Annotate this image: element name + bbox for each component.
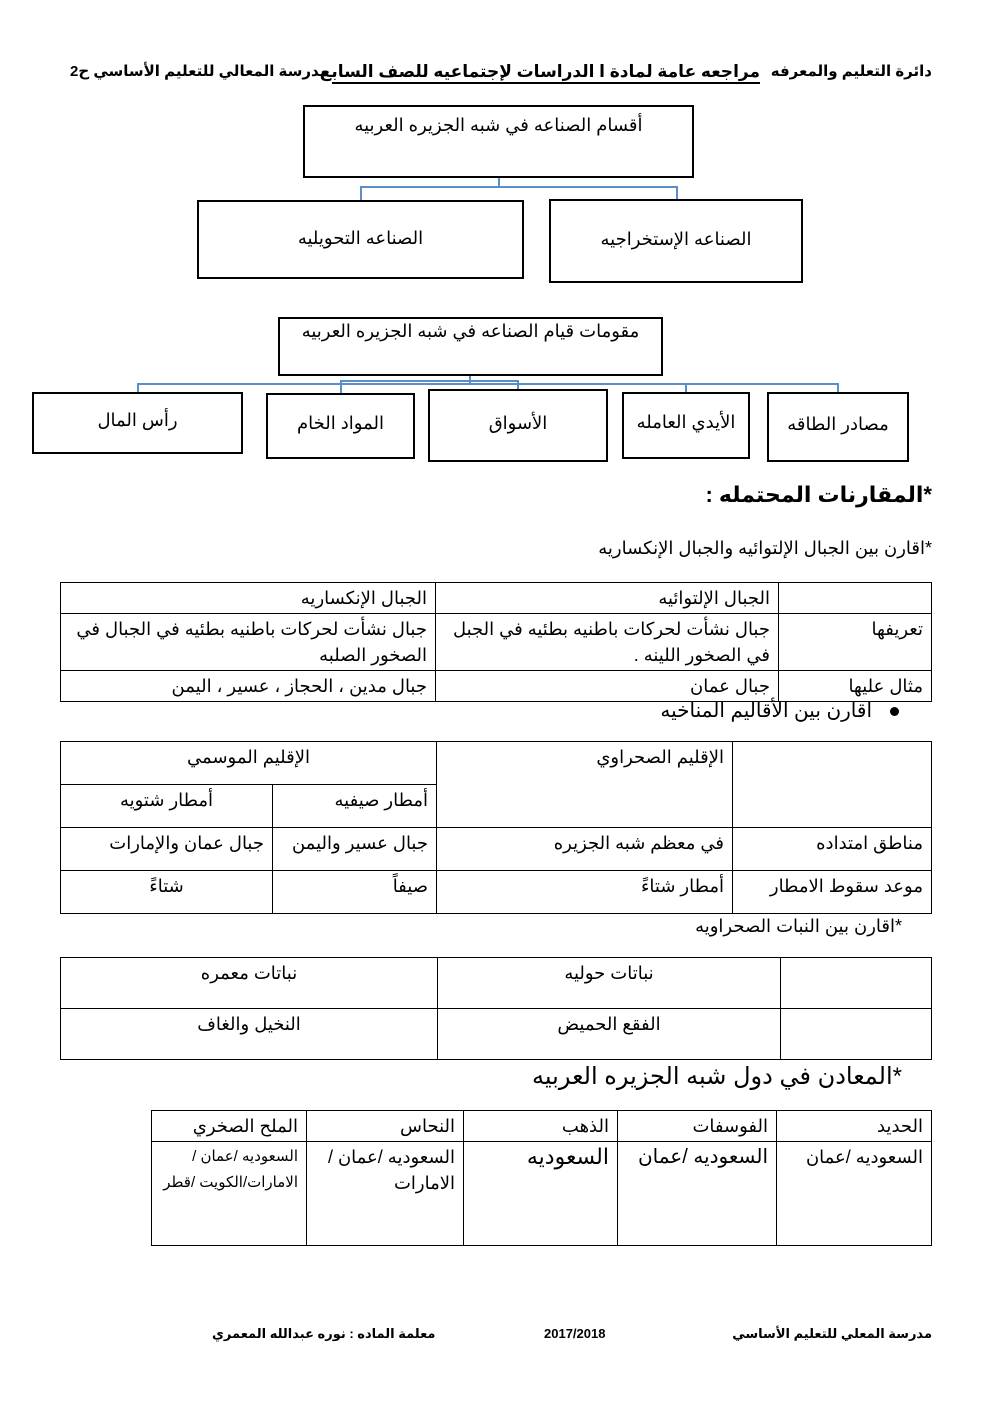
minerals-table (151, 1110, 932, 1246)
industry-factors-root: مقومات قيام الصناعه في شبه الجزيره العربيه (278, 317, 663, 376)
table-cell: جبال عمان والإمارات (61, 828, 273, 871)
q3-title: *اقارن بين النبات الصحراويه (695, 916, 902, 936)
table-cell: النحاس (307, 1111, 464, 1142)
table-cell: الإقليم الصحراوي (437, 742, 733, 828)
table-cell: نباتات معمره (61, 958, 438, 1009)
plants-table (60, 957, 932, 1060)
table-cell: الإقليم الموسمي (61, 742, 437, 785)
q2-title: اقارن بين الأقاليم المناخيه (660, 700, 872, 722)
table-cell: أمطار شتاءً (437, 871, 733, 914)
table-row (61, 742, 932, 785)
table-cell: السعوديه /عمان (618, 1142, 777, 1246)
capital-box: رأس المال (32, 392, 243, 454)
table-cell: أمطار صيفيه (273, 785, 437, 828)
table-cell: جبال نشأت لحركات باطنيه بطئيه في الجبال في الصخور الصلبه (61, 614, 436, 671)
industry-types-root: أقسام الصناعه في شبه الجزيره العربيه (303, 105, 694, 178)
table-cell: النخيل والغاف (61, 1009, 438, 1060)
table-cell: في معظم شبه الجزيره (437, 828, 733, 871)
extractive-industry-box: الصناعه الإستخراجيه (549, 199, 803, 283)
table-cell: الملح الصخري (152, 1111, 307, 1142)
table-cell: السعوديه /عمان (777, 1142, 932, 1246)
table-cell: الفقع الحميض (438, 1009, 781, 1060)
table-cell: السعوديه (464, 1142, 618, 1246)
table-row (61, 614, 932, 671)
table-cell: الحديد (777, 1111, 932, 1142)
header-department: دائرة التعليم والمعرفه (770, 63, 932, 80)
table-cell (779, 583, 932, 614)
table-cell: جبال عمان (436, 671, 779, 702)
connector-line (676, 186, 678, 200)
table-cell: نباتات حوليه (438, 958, 781, 1009)
table-cell: جبال نشأت لحركات باطنيه بطئيه في الجبل في الصخور اللينه . (436, 614, 779, 671)
table-cell: شتاءً (61, 871, 273, 914)
table-cell (781, 1009, 932, 1060)
table-row (61, 958, 932, 1009)
connector-line (360, 186, 362, 201)
section-title: *المقارنات المحتمله : (705, 482, 932, 507)
table-cell: موعد سقوط الامطار (733, 871, 932, 914)
table-cell: السعوديه /عمان /الامارات/الكويت /قطر (152, 1142, 307, 1246)
connector-line (340, 380, 518, 382)
table-cell: الجبال الإلتوائيه (436, 583, 779, 614)
mountains-table (60, 582, 932, 702)
table-row (61, 828, 932, 871)
table-cell (781, 958, 932, 1009)
table-cell: السعوديه /عمان /الامارات (307, 1142, 464, 1246)
footer-school: مدرسة المعلي للتعليم الأساسي (732, 1326, 932, 1341)
table-cell: مثال عليها (779, 671, 932, 702)
connector-line (137, 383, 839, 385)
table-cell: الفوسفات (618, 1111, 777, 1142)
table-cell: الذهب (464, 1111, 618, 1142)
q4-title: *المعادن في دول شبه الجزيره العربيه (532, 1063, 902, 1090)
footer-year: 2017/2018 (544, 1326, 606, 1341)
table-row (61, 671, 932, 702)
table-cell: الجبال الإنكساريه (61, 583, 436, 614)
table-cell: أمطار شتويه (61, 785, 273, 828)
table-row (61, 1009, 932, 1060)
connector-line (360, 186, 678, 188)
energy-sources-box: مصادر الطاقه (767, 392, 909, 462)
markets-box: الأسواق (428, 389, 608, 462)
table-cell: مناطق امتداده (733, 828, 932, 871)
manufacturing-industry-box: الصناعه التحويليه (197, 200, 524, 279)
q1-title: *اقارن بين الجبال الإلتوائيه والجبال الإنكساريه (598, 538, 932, 558)
header-title: مراجعه عامة لمادة ا الدراسات لإجتماعيه للصف السابع (332, 62, 760, 84)
connector-line (340, 380, 342, 394)
header-school: مدرسة المعالي للتعليم الأساسي ح2 (70, 63, 329, 80)
table-cell: جبال عسير واليمن (273, 828, 437, 871)
raw-materials-box: المواد الخام (266, 393, 415, 459)
labor-box: الأيدي العامله (622, 392, 750, 459)
table-row (61, 583, 932, 614)
table-cell: جبال مدين ، الحجاز ، عسير ، اليمن (61, 671, 436, 702)
footer-teacher: معلمة الماده : نوره عبدالله المعمري (212, 1326, 436, 1341)
table-row (152, 1111, 932, 1142)
table-row (61, 871, 932, 914)
table-row (152, 1142, 932, 1246)
climate-table (60, 741, 932, 914)
table-cell: تعريفها (779, 614, 932, 671)
table-cell: صيفاً (273, 871, 437, 914)
table-cell (733, 742, 932, 828)
bullet-icon (890, 707, 899, 716)
